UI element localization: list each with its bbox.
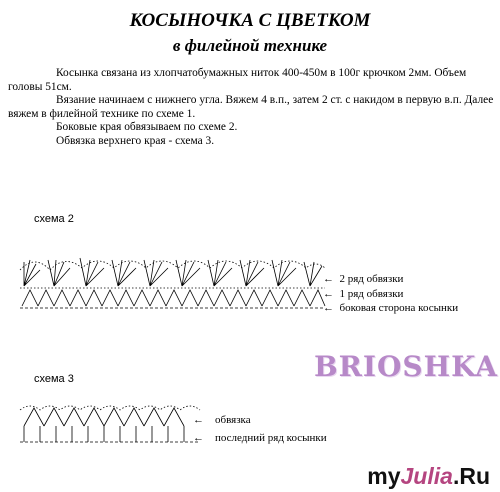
scheme2-annotation-row1: 1 ряд обвязки (339, 288, 404, 300)
scheme3-arrow-edging: ← обвязка (193, 414, 251, 426)
scheme2-diagram (20, 240, 330, 315)
brand-suffix: .Ru (452, 463, 490, 489)
scheme2-annotation-side: боковая сторона косынки (339, 302, 459, 314)
brand-prefix: my (367, 463, 401, 489)
brioshka-watermark: BRIOSHKA (314, 350, 499, 383)
scheme3-base-row (20, 426, 200, 442)
paragraph-sides: Боковые края обвязываем по схеме 2. (56, 121, 238, 134)
scheme3-edging-row (20, 406, 200, 426)
scheme2-arrow-row2: ← 2 ряд обвязки (323, 273, 404, 285)
scheme3-arrow-lastrow: ← последний ряд косынки (193, 432, 327, 444)
scheme2-arrow-side: ← боковая сторона косынки (323, 302, 459, 314)
myjulia-logo[interactable] (367, 463, 490, 490)
brand-middle: Julia (400, 463, 453, 489)
page-subtitle: в филейной технике (172, 36, 328, 55)
page-title: КОСЫНОЧКА С ЦВЕТКОМ (129, 10, 371, 31)
paragraph-start: Вязание начинаем с нижнего угла. Вяжем 4 в.п., затем 2 ст. с накидом в первую в.п. Далее вяжем в филейной технике по схеме 1. (8, 94, 494, 120)
scheme2-arrow-row1: ← 1 ряд обвязки (323, 288, 404, 300)
scheme2-annotation-row2: 2 ряд обвязки (339, 273, 404, 285)
paragraph-yarn: Косынка связана из хлопчатобумажных ниток 400-450м в 100г крючком 2мм. Объем головы 51см. (8, 67, 467, 93)
scheme3-diagram (20, 400, 220, 450)
scheme3-annotation-lastrow: последний ряд косынки (215, 432, 327, 444)
scheme2-row2 (20, 258, 325, 286)
scheme3-label: схема 3 (34, 373, 74, 385)
instructions (8, 67, 494, 149)
paragraph-top: Обвязка верхнего края - схема 3. (56, 134, 215, 147)
scheme2-row1 (20, 288, 325, 306)
scheme2-label: схема 2 (34, 213, 74, 225)
scheme3-annotation-edging: обвязка (215, 414, 251, 426)
